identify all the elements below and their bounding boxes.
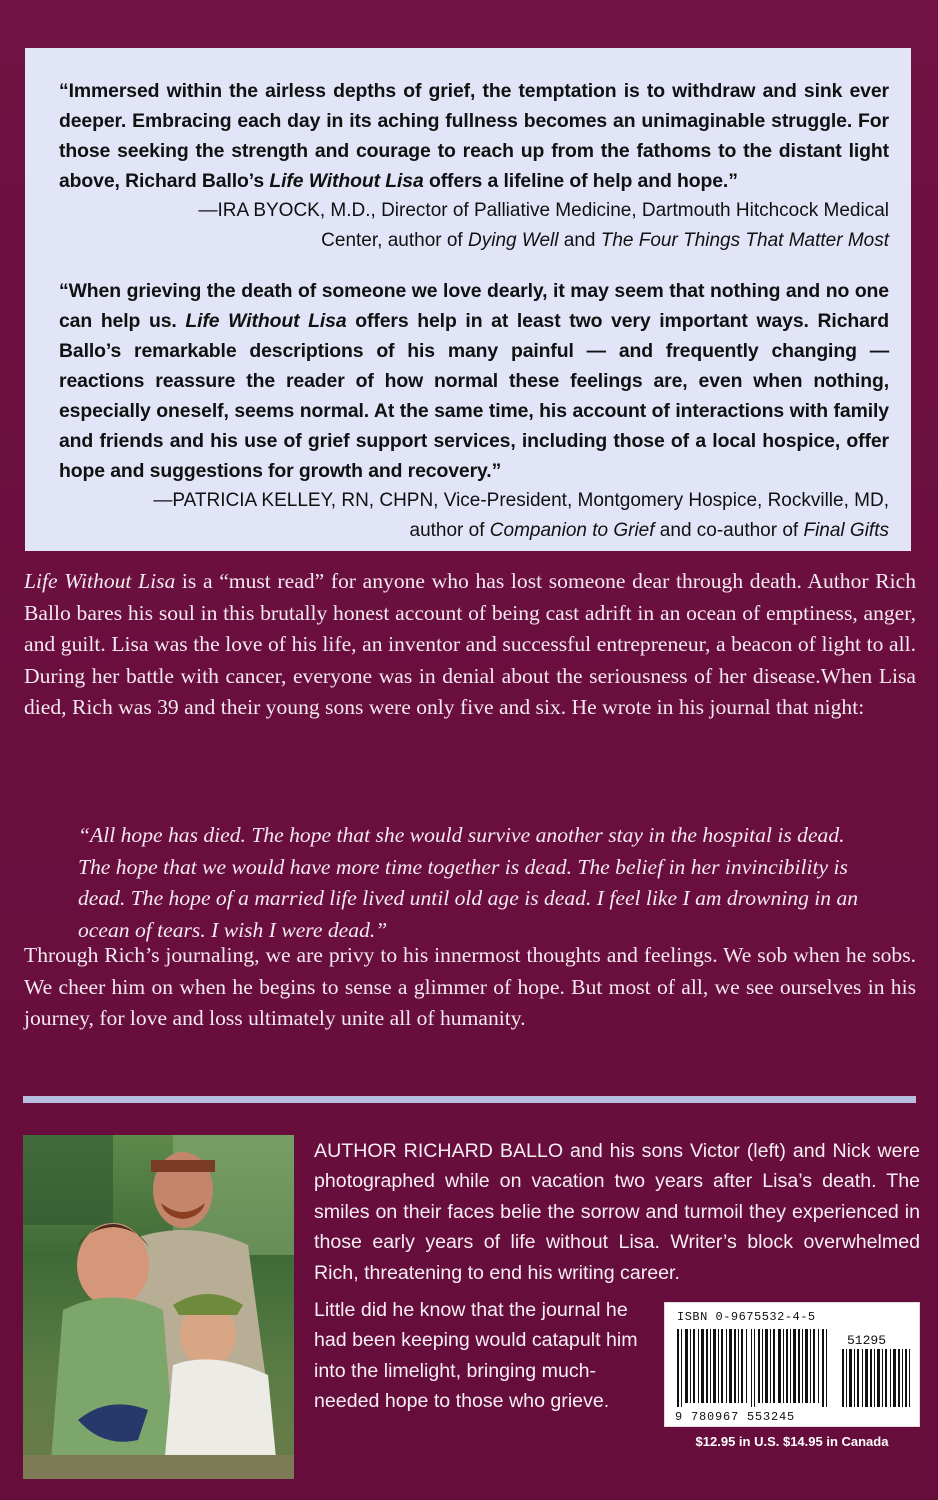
barcode-bars <box>675 1329 835 1407</box>
section-divider <box>23 1096 916 1103</box>
author-caption: AUTHOR RICHARD BALLO and his sons Victor (left) and Nick were photographed while on vacation two years after Lisa’s death. The smiles on their faces belie the sorrow and turmoil they experienced in those early years of life without Lisa. Writer’s block overwhelmed Rich, threatening to end his writing career. <box>314 1140 920 1284</box>
endorsement-attribution-2: —PATRICIA KELLEY, RN, CHPN, Vice-President, Montgomery Hospice, Rockville, MD, author of Companion to Grief and co-author of Final Gifts <box>153 490 889 541</box>
price-barcode-bars <box>841 1349 913 1407</box>
author-photo <box>23 1135 294 1479</box>
endorsement-quote-1: “Immersed within the airless depths of grief, the temptation is to withdraw and sink ever deeper. Embracing each day in its aching fullness becomes an unimaginable struggle. For those seeking the strength and courage to reach up from the fathoms to the distant light above, Richard Ballo’s Life Without Lisa offers a lifeline of help and hope.” <box>59 80 889 192</box>
endorsements-box <box>25 48 911 551</box>
endorsement-quote-2: “When grieving the death of someone we love dearly, it may seem that nothing and no one can help us. Life Without Lisa offers help in at least two very important ways. Richard Ballo’s remarkable descriptions of his many painful — and frequently changing — reactions reassure the reader of how normal these feelings are, even when nothing, especially oneself, seems normal. At the same time, his account of interactions with family and friends and his use of grief support services, including those of a local hospice, offer hope and suggestions for growth and recovery.” <box>59 280 889 482</box>
endorsement-attribution-1: —IRA BYOCK, M.D., Director of Palliative Medicine, Dartmouth Hitchcock Medical Center, author of Dying Well and The Four Things That Matter Most <box>198 200 889 251</box>
price-label: $12.95 in U.S. $14.95 in Canada <box>695 1434 889 1449</box>
author-caption-continued: Little did he know that the journal he had been keeping would catapult him into the limelight, bringing much-needed hope to those who grieve. <box>314 1299 638 1413</box>
isbn-barcode <box>664 1302 920 1427</box>
isbn-label: ISBN 0-9675532-4-5 <box>677 1310 816 1324</box>
book-description: Life Without Lisa is a “must read” for anyone who has lost someone dear through death. Author Rich Ballo bares his soul in this brutally honest account of being cast adrift in an ocean of emptiness, anger, and guilt. Lisa was the love of his life, an inventor and successful entrepreneur, a beacon of light to all. During her battle with cancer, everyone was in denial about the seriousness of her disease.When Lisa died, Rich was 39 and their young sons were only five and six. He wrote in his journal that night: <box>24 569 916 719</box>
price-code: 51295 <box>847 1333 887 1348</box>
book-description-conclusion: Through Rich’s journaling, we are privy to his innermost thoughts and feelings. We sob when he sobs. We cheer him on when he begins to sense a glimmer of hope. But most of all, we see ourselves in his journey, for love and loss ultimately unite all of humanity. <box>24 943 916 1030</box>
isbn-digits: 9 780967 553245 <box>675 1410 796 1424</box>
journal-excerpt: “All hope has died. The hope that she would survive another stay in the hospital is dead. The hope that we would have more time together is dead. The belief in her invincibility is dead. The hope of a married life lived until old age is dead. I feel like I am drowning in an ocean of tears. I wish I were dead.” <box>78 823 859 942</box>
